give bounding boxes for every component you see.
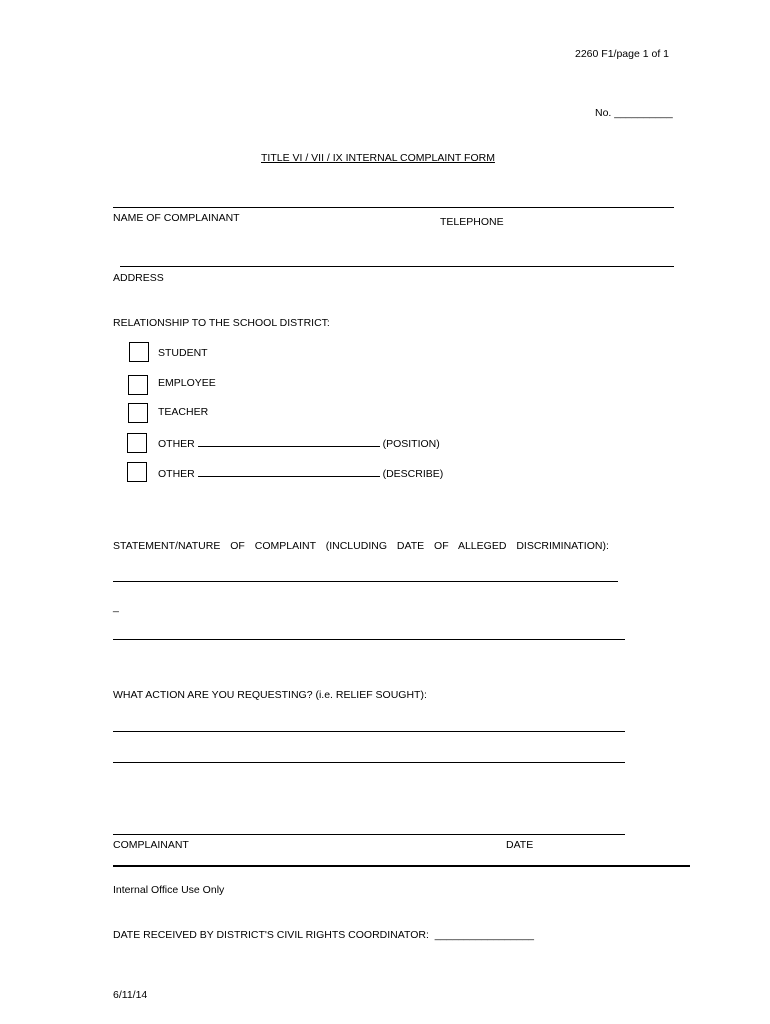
position-suffix: (POSITION) <box>382 438 440 450</box>
teacher-option-label: TEACHER <box>158 406 209 418</box>
signature-line[interactable] <box>113 834 625 835</box>
complaint-number-field[interactable]: No. __________ <box>595 107 673 119</box>
name-telephone-line[interactable] <box>113 207 674 208</box>
employee-checkbox[interactable] <box>128 375 148 395</box>
date-received-field[interactable]: _________________ <box>434 929 535 941</box>
describe-suffix: (DESCRIBE) <box>382 468 444 480</box>
action-line-1[interactable] <box>113 731 625 732</box>
date-received-row <box>113 929 534 942</box>
student-checkbox[interactable] <box>129 342 149 362</box>
form-code: 2260 F1/page 1 of 1 <box>575 48 669 60</box>
other-position-checkbox[interactable] <box>127 433 147 453</box>
signature-date-label: DATE <box>506 839 534 851</box>
other-position-input[interactable] <box>198 436 380 447</box>
office-divider <box>113 865 690 867</box>
action-line-2[interactable] <box>113 762 625 763</box>
employee-option-label: EMPLOYEE <box>158 377 216 389</box>
date-received-label: DATE RECEIVED BY DISTRICT'S CIVIL RIGHTS COORDINATOR: <box>113 929 429 941</box>
address-line[interactable] <box>120 266 674 267</box>
other-position-row <box>158 436 440 451</box>
office-use-heading: Internal Office Use Only <box>113 884 225 896</box>
other-position-label: OTHER <box>158 438 195 450</box>
statement-dash: _ <box>113 601 119 613</box>
revision-date: 6/11/14 <box>113 989 148 1001</box>
other-describe-label: OTHER <box>158 468 195 480</box>
statement-line-2[interactable] <box>113 639 625 640</box>
relationship-heading: RELATIONSHIP TO THE SCHOOL DISTRICT: <box>113 317 330 329</box>
teacher-checkbox[interactable] <box>128 403 148 423</box>
name-of-complainant-label: NAME OF COMPLAINANT <box>113 212 240 224</box>
page-title: TITLE VI / VII / IX INTERNAL COMPLAINT FORM <box>261 152 495 164</box>
address-label: ADDRESS <box>113 272 164 284</box>
action-heading: WHAT ACTION ARE YOU REQUESTING? (i.e. RELIEF SOUGHT): <box>113 689 427 701</box>
other-describe-checkbox[interactable] <box>127 462 147 482</box>
other-describe-input[interactable] <box>198 466 380 477</box>
complainant-signature-label: COMPLAINANT <box>113 839 189 851</box>
statement-line-1[interactable] <box>113 581 618 582</box>
student-option-label: STUDENT <box>158 347 208 359</box>
other-describe-row <box>158 466 443 481</box>
statement-heading: STATEMENT/NATURE OF COMPLAINT (INCLUDING DATE OF ALLEGED DISCRIMINATION): <box>113 540 609 552</box>
telephone-label: TELEPHONE <box>440 216 504 228</box>
